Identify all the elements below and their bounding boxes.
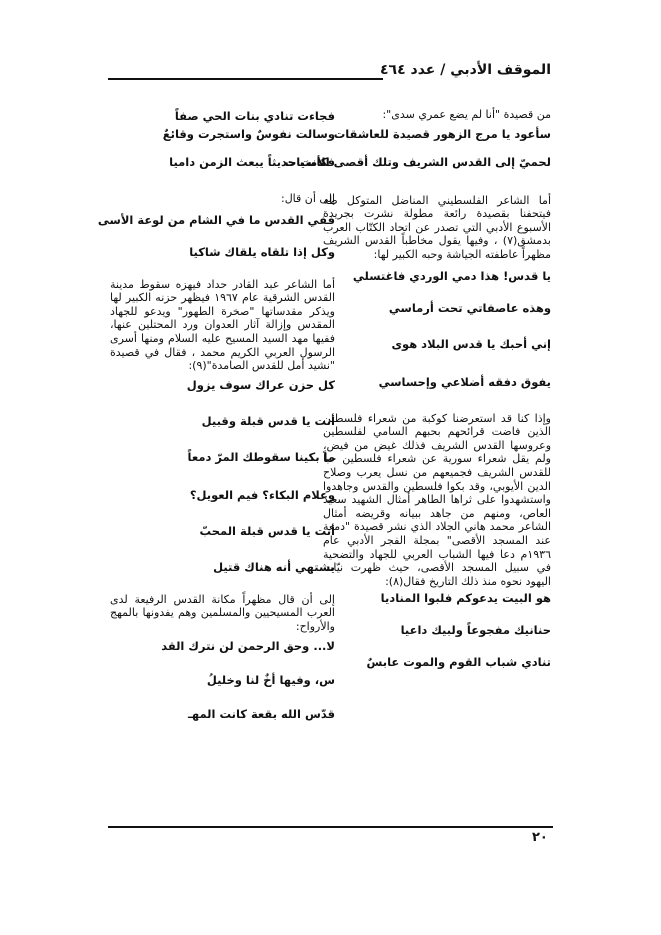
verse-line: حنانيك مفجوعاً ولبيك داعيا bbox=[400, 623, 551, 638]
verse-line: وهذه عاصفاتي تحت أرماسي bbox=[388, 300, 551, 315]
verse-line: لا... وحق الرحمن لن نترك القد bbox=[161, 638, 335, 653]
verse-line: فجاءت تنادي بنات الحي صفاً bbox=[174, 109, 335, 123]
verse-line: أنت يا قدس قبلة وقبيل bbox=[201, 413, 335, 428]
prose-paragraph: إلى أن قال: bbox=[280, 192, 335, 205]
verse-line: ما بكينا سقوطك المرّ دمعاً bbox=[187, 449, 335, 464]
verse-line: وسالت نفوسٌ واستجرت وقائعٌ bbox=[162, 127, 335, 141]
verse-line: وكل إذا تلقاه يلقاك شاكيا bbox=[189, 244, 335, 259]
verse-line: وعلام البكاء؟ فيم العويل؟ bbox=[189, 487, 335, 502]
prose-paragraph: أما الشاعر عبد القادر حداد فيهزه سقوط مدينة القدس الشرقية عام ١٩٦٧ فيظهر حزنه الكبير لها ويذكر مقدساتها "صخرة الطهور" ويدعو للجهاد المقدس وإزالة آثار العدوان ورد المحتلين عنها، ففيها مهد السيد المسيح عليه السلام ومنها أسرى الرسول العربي الكريم محمد ، فقال في قصيدة "نشيد أمل للقدس الصامدة"(٩): bbox=[110, 277, 336, 373]
verse-line: هو البيت يدعوكم فلبوا المناديا bbox=[380, 591, 551, 606]
verse-line: إني أحبك يا قدس البلاد هوى bbox=[391, 336, 551, 351]
page-number: ٢٠ bbox=[532, 830, 548, 845]
verse-line: س، وفيها أخٌ لنا وخليلُ bbox=[206, 672, 335, 687]
verse-line: تنادي شباب القوم والموت عابسٌ bbox=[366, 655, 551, 670]
prose-paragraph: من قصيدة "أنا لم يضع عمري سدى": bbox=[382, 108, 551, 121]
prose-paragraph: أما الشاعر الفلسطيني المناضل المتوكل طه فيتحفنا بقصيدة رائعة مطولة نشرت بجريدة الأسبوع الأدبي التي تصدر عن اتحاد الكتّاب العرب بدمشق(٧) ، وفيها يقول مخاطباً القدس الشريف مظهراً عاطفته الجياشة وحبه الكبير لها: bbox=[323, 193, 551, 261]
verse-line: أنت يا قدس قبلة المحبّ bbox=[199, 523, 335, 538]
prose-paragraph: وإذا كنا قد استعرضنا كوكبة من شعراء فلسطين الذين فاضت قرائحهم بحبهم السامي لفلسطين وعروسها القدس الشريف فذلك غيض من فيض، ولم يقل شعراء سورية عن شعراء فلسطين حباً للقدس الشريف فجميعهم من نسل يعرب وصلاح الدين الأيوبي، وقد بكوا فلسطين والقدس وجاهدوا واستشهدوا على ثراها الطاهر أمثال الشهيد سعيد العاص، ومنهم من جاهد ببيانه وقريضه أمثال الشاعر محمد هاني الجلاد الذي نشر قصيدة "دمعة عند المسجد الأقصى" بمجلة الفجر الأدبي عام ١٩٣٦م دعا فيها الشباب العربي للجهاد والتضحية في سبيل المسجد الأقصى، حيث ظهرت نيّات اليهود نحوه منذ ذلك التاريخ فقال(٨): bbox=[323, 411, 551, 588]
verse-line: قدّس الله بقعة كانت المهـ bbox=[187, 706, 335, 721]
prose-paragraph: إلى أن قال مظهراً مكانة القدس الرفيعة لدى العرب المسيحيين والمسلمين وهم يفدونها بالمهج والأرواح: bbox=[110, 592, 335, 633]
verse-line: يشتهي أنه هناك قتيل bbox=[213, 559, 335, 574]
left-column bbox=[97, 108, 336, 722]
verse-line: يا قدس! هذا دمي الوردي فاغتسلي bbox=[352, 268, 551, 283]
header-title: الموقف الأدبي / عدد ٤٦٤ bbox=[380, 62, 551, 78]
verse-line: سأعود يا مرج الزهور قصيدة للعاشقات bbox=[333, 126, 551, 141]
verse-line: لحميّ إلى القدس الشريف وتلك أقصى الأمنيات bbox=[284, 154, 551, 169]
header-rule bbox=[108, 78, 383, 80]
page-header bbox=[108, 62, 551, 90]
verse-line: يفوق دفقه أضلاعي وإحساسي bbox=[378, 374, 551, 389]
verse-line: فكانت حديثاً يبعث الزمن داميا bbox=[169, 155, 335, 169]
verse-line: كل حزن عراك سوف يزول bbox=[186, 377, 335, 392]
verse-line: ففي القدس ما في الشام من لوعة الأسى bbox=[97, 212, 335, 227]
footer-rule bbox=[108, 826, 553, 828]
